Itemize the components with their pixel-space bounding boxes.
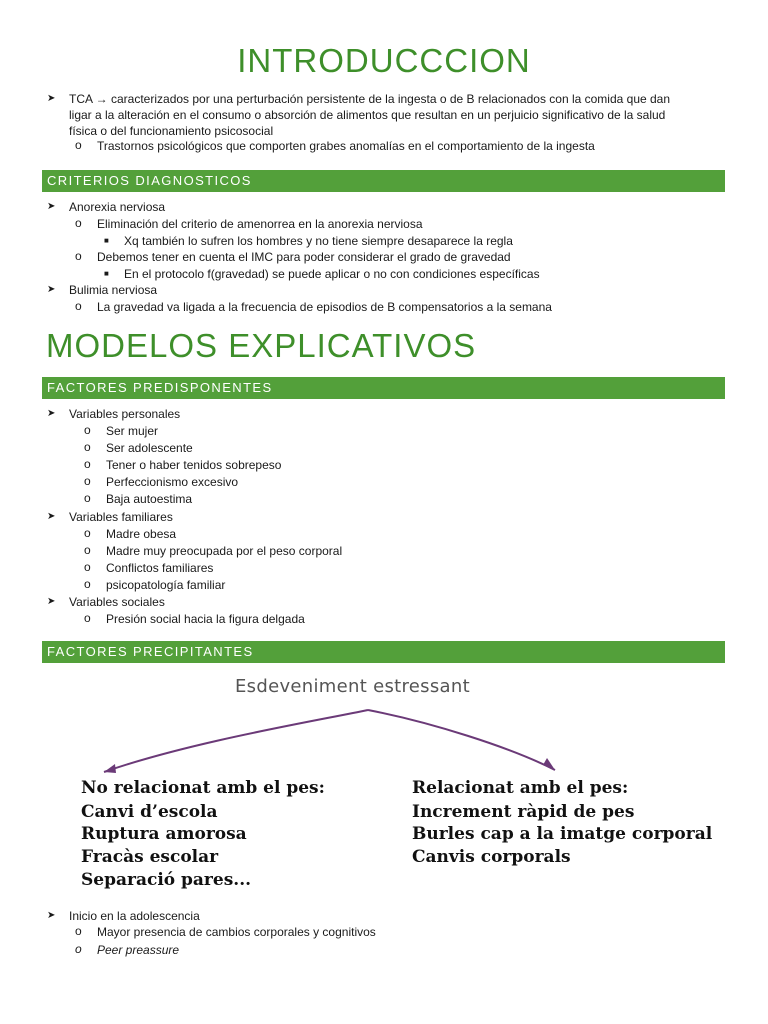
diagram-left-item: Fracàs escolar xyxy=(81,847,219,867)
circle-bullet-icon: o xyxy=(84,543,91,557)
list-item: Presión social hacia la figura delgada xyxy=(106,612,305,626)
circle-bullet-icon: o xyxy=(75,249,82,263)
list-item: Inicio en la adolescencia xyxy=(69,909,200,923)
list-item: Ser adolescente xyxy=(106,441,193,455)
diagram-right-item: Canvis corporals xyxy=(412,847,571,867)
circle-bullet-icon: o xyxy=(75,299,82,313)
diagram-left-item: Separació pares... xyxy=(81,870,252,890)
circle-bullet-icon: o xyxy=(75,942,82,956)
list-item: psicopatología familiar xyxy=(106,578,226,592)
circle-bullet-icon: o xyxy=(84,423,91,437)
list-item: Anorexia nerviosa xyxy=(69,200,166,214)
list-item: Variables personales xyxy=(69,407,181,421)
list-item: Variables sociales xyxy=(69,595,165,609)
predisponentes-header: FACTORES PREDISPONENTES xyxy=(42,377,725,399)
intro-subitem: Trastornos psicológicos que comporten grabes anomalías en el comportamiento de la ingesta xyxy=(97,139,595,153)
list-item: Variables familiares xyxy=(69,510,173,524)
list-item: Debemos tener en cuenta el IMC para poder considerar el grado de gravedad xyxy=(97,250,511,264)
circle-bullet-icon: o xyxy=(84,491,91,505)
circle-bullet-icon: o xyxy=(84,457,91,471)
square-bullet-icon: ■ xyxy=(104,269,109,278)
list-item: Peer preassure xyxy=(97,943,180,957)
list-item: Eliminación del criterio de amenorrea en la anorexia nerviosa xyxy=(97,217,423,231)
diagram-right-item: Burles cap a la imatge corporal xyxy=(412,824,713,844)
arrow-bullet-icon: ➤ xyxy=(47,408,56,419)
circle-bullet-icon: o xyxy=(84,560,91,574)
circle-bullet-icon: o xyxy=(84,474,91,488)
criterios-header: CRITERIOS DIAGNOSTICOS xyxy=(42,170,725,192)
diagram-left-item: Canvi d’escola xyxy=(81,802,218,822)
list-item: Conflictos familiares xyxy=(106,561,214,575)
circle-bullet-icon: o xyxy=(84,611,91,625)
diagram-left-item: Ruptura amorosa xyxy=(81,824,247,844)
circle-bullet-icon: o xyxy=(75,138,82,152)
circle-bullet-icon: o xyxy=(84,577,91,591)
diagram-right-item: Increment ràpid de pes xyxy=(412,802,635,822)
intro-text-line: física o del funcionamiento psicosocial xyxy=(69,124,274,138)
arrow-bullet-icon: ➤ xyxy=(47,596,56,607)
square-bullet-icon: ■ xyxy=(104,236,109,245)
list-item: Tener o haber tenidos sobrepeso xyxy=(106,458,282,472)
circle-bullet-icon: o xyxy=(75,216,82,230)
intro-text-line: ligar a la alteración en el consumo o absorción de alimentos que resultan en un perjuicio significativo de la salud xyxy=(69,108,666,122)
modelos-title: MODELOS EXPLICATIVOS xyxy=(46,327,477,364)
branch-arrows-icon xyxy=(70,672,720,782)
list-item: Perfeccionismo excesivo xyxy=(106,475,239,489)
diagram-left-heading: No relacionat amb el pes: xyxy=(81,778,325,798)
arrow-bullet-icon: ➤ xyxy=(47,284,56,295)
circle-bullet-icon: o xyxy=(84,526,91,540)
intro-title: INTRODUCCCION xyxy=(237,42,531,79)
list-item: Baja autoestima xyxy=(106,492,193,506)
list-item: Ser mujer xyxy=(106,424,159,438)
list-item: La gravedad va ligada a la frecuencia de episodios de B compensatorios a la semana xyxy=(97,300,552,314)
diagram-title: Esdeveniment estressant xyxy=(235,676,470,697)
list-item: Xq también lo sufren los hombres y no tiene siempre desaparece la regla xyxy=(124,234,513,248)
list-item: Bulimia nerviosa xyxy=(69,283,158,297)
arrow-bullet-icon: ➤ xyxy=(47,93,56,104)
precipitantes-header: FACTORES PRECIPITANTES xyxy=(42,641,725,663)
arrow-bullet-icon: ➤ xyxy=(47,201,56,212)
stress-event-diagram xyxy=(70,672,720,902)
list-item: Mayor presencia de cambios corporales y cognitivos xyxy=(97,925,376,939)
list-item: Madre obesa xyxy=(106,527,177,541)
intro-text-line: TCA → caracterizados por una perturbación persistente de la ingesta o de B relacionados con la comida que dan xyxy=(69,92,671,106)
circle-bullet-icon: o xyxy=(84,440,91,454)
list-item: Madre muy preocupada por el peso corporal xyxy=(106,544,343,558)
circle-bullet-icon: o xyxy=(75,924,82,938)
list-item: En el protocolo f(gravedad) se puede aplicar o no con condiciones específicas xyxy=(124,267,540,281)
arrow-bullet-icon: ➤ xyxy=(47,910,56,921)
arrow-bullet-icon: ➤ xyxy=(47,511,56,522)
diagram-right-heading: Relacionat amb el pes: xyxy=(412,778,629,798)
